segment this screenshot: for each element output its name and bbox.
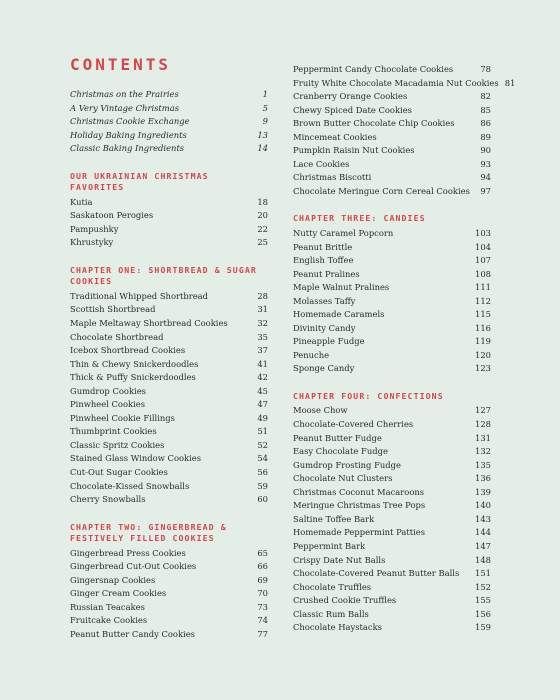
section-heading: CHAPTER ONE: SHORTBREAD & SUGAR COOKIES	[70, 264, 257, 287]
section-heading: CHAPTER FOUR: CONFECTIONS	[293, 390, 444, 401]
entry-page: 112	[475, 295, 491, 306]
entry-title: Gingersnap Cookies	[70, 574, 156, 585]
entry-title: Chocolate Haystacks	[293, 622, 382, 633]
entry-title: Classic Baking Ingredients	[70, 143, 185, 154]
section	[70, 171, 268, 250]
entry-page: 73	[257, 601, 268, 612]
entry-page: 82	[480, 91, 491, 102]
entry-title: Thick & Puffy Snickerdoodles	[70, 372, 196, 383]
toc-entry[interactable]	[70, 398, 268, 412]
entry-page: 111	[475, 282, 491, 293]
toc-entry[interactable]	[70, 587, 268, 601]
entry-page: 70	[257, 588, 268, 599]
entry-page: 60	[257, 494, 268, 505]
entry-page: 127	[475, 405, 491, 416]
toc-entry[interactable]	[70, 88, 268, 102]
entry-title: Chewy Spiced Date Cookies	[293, 104, 412, 115]
entry-title: Cut-Out Sugar Cookies	[70, 467, 168, 478]
toc-entry[interactable]	[70, 371, 268, 385]
entry-page: 47	[257, 399, 268, 410]
entry-title: Molasses Taffy	[293, 295, 356, 306]
toc-entry[interactable]	[70, 223, 268, 237]
toc-entry[interactable]	[70, 290, 268, 304]
entry-title: Peppermint Candy Chocolate Cookies	[293, 64, 454, 74]
toc-entry[interactable]	[70, 425, 268, 439]
entry-title: Cherry Snowballs	[70, 494, 146, 505]
entry-page: 144	[475, 527, 491, 538]
section	[70, 265, 268, 507]
entry-title: Traditional Whipped Shortbread	[70, 290, 209, 301]
entry-page: 81	[504, 77, 516, 88]
entry-page: 85	[480, 104, 491, 115]
entry-title: Pinwheel Cookies	[70, 399, 146, 410]
entry-page: 119	[475, 336, 491, 347]
entry-title: Gumdrop Cookies	[70, 385, 146, 396]
entry-title: Homemade Caramels	[293, 309, 385, 320]
toc-entry[interactable]	[70, 303, 268, 317]
entry-page: 32	[257, 318, 268, 329]
entry-title: Easy Chocolate Fudge	[293, 446, 388, 457]
entry-title: Christmas Cookie Exchange	[70, 116, 190, 127]
toc-entry[interactable]	[293, 486, 491, 500]
entry-title: Chocolate-Covered Cherries	[293, 419, 414, 430]
entry-page: 132	[475, 446, 491, 457]
toc-entry[interactable]	[70, 439, 268, 453]
toc-entry[interactable]	[70, 466, 268, 480]
entry-title: Pumpkin Raisin Nut Cookies	[293, 145, 415, 156]
entry-page: 90	[480, 145, 491, 156]
page-title: CONTENTS	[70, 55, 172, 74]
entry-title: Pinwheel Cookie Fillings	[70, 412, 175, 423]
toc-entry[interactable]	[70, 628, 268, 642]
toc-entry[interactable]	[293, 554, 491, 568]
toc-column-right	[293, 63, 516, 635]
toc-entry[interactable]	[293, 308, 491, 322]
toc-entry[interactable]	[293, 322, 491, 336]
entry-page: 69	[257, 574, 268, 585]
entry-page: 45	[257, 385, 268, 396]
toc-entry[interactable]	[293, 171, 491, 185]
entry-title: Divinity Candy	[293, 322, 356, 333]
toc-entry[interactable]	[293, 459, 491, 473]
entry-title: Brown Butter Chocolate Chip Cookies	[293, 118, 455, 129]
toc-entry[interactable]	[70, 196, 268, 210]
toc-entry[interactable]	[70, 601, 268, 615]
entry-page: 128	[475, 419, 491, 430]
toc-entry[interactable]	[293, 513, 491, 527]
entry-title: Christmas Coconut Macaroons	[293, 486, 425, 497]
entry-title: Chocolate Meringue Corn Cereal Cookies	[293, 185, 470, 196]
entry-title: Chocolate Truffles	[293, 581, 372, 592]
entry-title: Gingerbread Press Cookies	[70, 547, 186, 558]
entry-title: Gumdrop Frosting Fudge	[293, 459, 401, 470]
toc-entry[interactable]	[293, 445, 491, 459]
entry-page: 9	[262, 116, 268, 127]
toc-entry[interactable]	[70, 344, 268, 358]
toc-entry[interactable]	[70, 331, 268, 345]
toc-entry[interactable]	[293, 295, 491, 309]
entry-page: 103	[475, 227, 491, 238]
entry-page: 66	[257, 561, 268, 572]
toc-entry[interactable]	[293, 158, 491, 172]
entry-page: 156	[475, 608, 491, 619]
entry-page: 89	[480, 131, 491, 142]
entry-page: 22	[257, 223, 268, 234]
entry-title: Icebox Shortbread Cookies	[70, 345, 186, 356]
toc-entry[interactable]	[70, 236, 268, 250]
toc-entry[interactable]	[70, 614, 268, 628]
toc-entry[interactable]	[293, 63, 491, 77]
entry-title: Classic Rum Balls	[293, 608, 369, 619]
toc-entry[interactable]	[293, 144, 491, 158]
entry-page: 31	[257, 304, 268, 315]
entry-title: Christmas on the Prairies	[70, 89, 179, 99]
toc-entry[interactable]	[293, 526, 491, 540]
toc-entry[interactable]	[70, 358, 268, 372]
entry-title: Chocolate Nut Clusters	[293, 473, 393, 484]
toc-entry[interactable]	[293, 594, 491, 608]
entry-title: English Toffee	[293, 255, 354, 266]
entry-page: 155	[475, 595, 491, 606]
toc-entry[interactable]	[293, 77, 516, 91]
toc-entry[interactable]	[70, 452, 268, 466]
toc-entry[interactable]	[70, 102, 268, 116]
section	[70, 522, 268, 642]
entry-title: Pampushky	[70, 223, 119, 234]
entry-title: Nutty Caramel Popcorn	[293, 227, 394, 238]
entry-title: Fruitcake Cookies	[70, 615, 148, 626]
toc-entry[interactable]	[293, 241, 491, 255]
toc-entry[interactable]	[293, 540, 491, 554]
entry-page: 140	[475, 500, 491, 511]
entry-title: Meringue Christmas Tree Pops	[293, 500, 426, 511]
toc-entry[interactable]	[293, 131, 491, 145]
entry-title: Peanut Brittle	[293, 241, 353, 252]
toc-entry[interactable]	[293, 432, 491, 446]
entry-title: Chocolate Shortbread	[70, 331, 164, 342]
section-heading: CHAPTER TWO: GINGERBREAD & FESTIVELY FILLED COOKIES	[70, 521, 227, 544]
entry-title: Maple Walnut Pralines	[293, 282, 390, 293]
entry-page: 123	[475, 363, 491, 374]
toc-entry[interactable]	[293, 621, 491, 635]
entry-title: Christmas Biscotti	[293, 172, 372, 183]
entry-title: Mincemeat Cookies	[293, 131, 377, 142]
entry-page: 78	[480, 64, 491, 74]
toc-column-left	[70, 88, 268, 642]
toc-entry[interactable]	[70, 493, 268, 507]
entry-page: 42	[257, 372, 268, 383]
entry-title: Chocolate-Covered Peanut Butter Balls	[293, 568, 460, 579]
entry-page: 51	[257, 426, 268, 437]
entry-title: Saltine Toffee Bark	[293, 513, 375, 524]
entry-title: Peanut Pralines	[293, 268, 360, 279]
toc-entry[interactable]	[293, 254, 491, 268]
entry-page: 49	[257, 412, 268, 423]
entry-title: Russian Teacakes	[70, 601, 145, 612]
section-heading: OUR UKRAINIAN CHRISTMAS FAVORITES	[70, 170, 209, 193]
toc-entry[interactable]	[293, 335, 491, 349]
toc-entry[interactable]	[70, 209, 268, 223]
entry-title: A Very Vintage Christmas	[70, 102, 180, 113]
entry-page: 65	[257, 547, 268, 558]
entry-page: 13	[257, 129, 268, 140]
entry-page: 52	[257, 439, 268, 450]
entry-page: 86	[480, 118, 491, 129]
entry-title: Sponge Candy	[293, 363, 355, 374]
entry-title: Peanut Butter Fudge	[293, 432, 382, 443]
entry-page: 59	[257, 480, 268, 491]
entry-title: Crispy Date Nut Balls	[293, 554, 386, 565]
section	[293, 391, 491, 635]
entry-page: 139	[475, 486, 491, 497]
entry-title: Thin & Chewy Snickerdoodles	[70, 358, 199, 369]
entry-title: Chocolate-Kissed Snowballs	[70, 480, 190, 491]
entry-page: 116	[475, 322, 491, 333]
section	[293, 63, 516, 198]
entry-title: Classic Spritz Cookies	[70, 439, 165, 450]
toc-entry[interactable]	[70, 547, 268, 561]
entry-page: 1	[262, 89, 268, 99]
entry-page: 143	[475, 513, 491, 524]
entry-page: 77	[257, 628, 268, 639]
entry-page: 25	[257, 237, 268, 248]
toc-entry[interactable]	[70, 480, 268, 494]
entry-page: 37	[257, 345, 268, 356]
toc-entry[interactable]	[293, 608, 491, 622]
toc-entry[interactable]	[293, 418, 491, 432]
entry-page: 54	[257, 453, 268, 464]
toc-entry[interactable]	[293, 281, 491, 295]
entry-title: Penuche	[293, 349, 330, 360]
entry-title: Khrustyky	[70, 237, 114, 248]
toc-entry[interactable]	[293, 581, 491, 595]
entry-page: 94	[480, 172, 491, 183]
toc-entry[interactable]	[293, 472, 491, 486]
entry-title: Thumbprint Cookies	[70, 426, 157, 437]
toc-entry[interactable]	[293, 567, 491, 581]
entry-title: Homemade Peppermint Patties	[293, 527, 426, 538]
intro-list	[70, 88, 268, 156]
entry-title: Saskatoon Perogies	[70, 210, 154, 221]
entry-page: 93	[480, 158, 491, 169]
entry-page: 20	[257, 210, 268, 221]
toc-entry[interactable]	[70, 560, 268, 574]
entry-title: Peppermint Bark	[293, 540, 366, 551]
toc-entry[interactable]	[293, 104, 491, 118]
entry-page: 152	[475, 581, 491, 592]
entry-title: Stained Glass Window Cookies	[70, 453, 202, 464]
entry-title: Maple Meltaway Shortbread Cookies	[70, 318, 228, 329]
entry-page: 14	[257, 143, 268, 154]
entry-title: Crushed Cookie Truffles	[293, 595, 397, 606]
entry-title: Peanut Butter Candy Cookies	[70, 628, 195, 639]
section	[293, 213, 491, 376]
toc-entry[interactable]	[70, 142, 268, 156]
entry-page: 147	[475, 540, 491, 551]
entry-page: 120	[475, 349, 491, 360]
entry-page: 148	[475, 554, 491, 565]
toc-entry[interactable]	[293, 404, 491, 418]
section-heading: CHAPTER THREE: CANDIES	[293, 213, 426, 224]
toc-entry[interactable]	[293, 185, 491, 199]
entry-page: 18	[257, 196, 268, 207]
entry-page: 107	[475, 255, 491, 266]
entry-page: 35	[257, 331, 268, 342]
toc-entry[interactable]	[70, 129, 268, 143]
entry-title: Holiday Baking Ingredients	[70, 129, 187, 140]
toc-entry[interactable]	[293, 117, 491, 131]
toc-entry[interactable]	[293, 349, 491, 363]
entry-title: Lace Cookies	[293, 158, 350, 169]
entry-title: Kutia	[70, 196, 93, 207]
entry-page: 28	[257, 290, 268, 301]
entry-page: 74	[257, 615, 268, 626]
entry-title: Pineapple Fudge	[293, 336, 365, 347]
entry-page: 104	[475, 241, 491, 252]
toc-entry[interactable]	[293, 268, 491, 282]
entry-title: Ginger Cream Cookies	[70, 588, 167, 599]
entry-page: 151	[475, 568, 491, 579]
toc-entry[interactable]	[293, 90, 491, 104]
toc-entry[interactable]	[293, 362, 491, 376]
entry-page: 56	[257, 467, 268, 478]
toc-entry[interactable]	[293, 227, 491, 241]
toc-entry[interactable]	[70, 385, 268, 399]
entry-title: Scottish Shortbread	[70, 304, 156, 315]
entry-page: 97	[480, 185, 491, 196]
toc-entry[interactable]	[293, 499, 491, 513]
entry-page: 41	[257, 358, 268, 369]
toc-entry[interactable]	[70, 412, 268, 426]
entry-page: 5	[262, 102, 268, 113]
entry-page: 159	[475, 622, 491, 633]
entry-title: Gingerbread Cut-Out Cookies	[70, 561, 197, 572]
entry-title: Fruity White Chocolate Macadamia Nut Cookies	[293, 77, 499, 88]
entry-title: Moose Chow	[293, 405, 348, 416]
toc-entry[interactable]	[70, 115, 268, 129]
entry-title: Cranberry Orange Cookies	[293, 91, 408, 102]
toc-entry[interactable]	[70, 317, 268, 331]
entry-page: 115	[475, 309, 491, 320]
entry-page: 136	[475, 473, 491, 484]
toc-entry[interactable]	[70, 574, 268, 588]
entry-page: 108	[475, 268, 491, 279]
entry-page: 135	[475, 459, 491, 470]
entry-page: 131	[475, 432, 491, 443]
